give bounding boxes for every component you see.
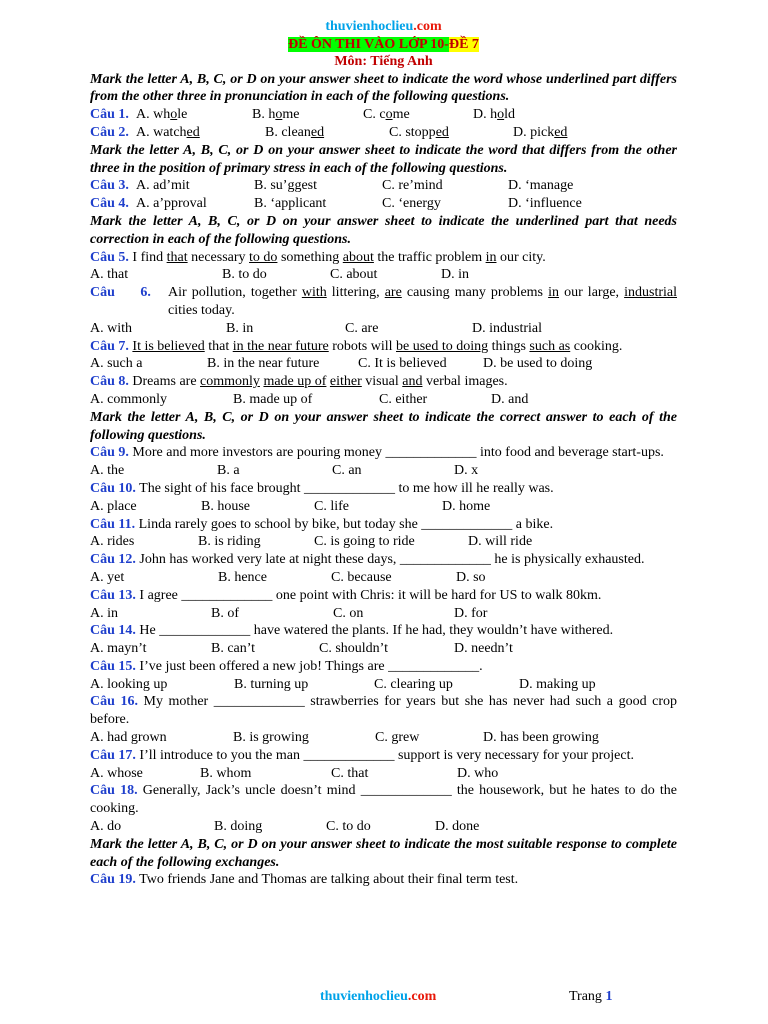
question-10-options: [90, 498, 677, 516]
option-a[interactable]: A. that: [90, 267, 129, 283]
underlined-part-b: in the near future: [232, 338, 329, 354]
underlined-part-c: either: [329, 374, 362, 390]
page-number: [569, 989, 612, 1005]
page-num: 1: [605, 989, 613, 1004]
option-d[interactable]: D. in: [441, 267, 469, 283]
option-d[interactable]: D. has been growing: [483, 730, 599, 746]
option-b[interactable]: B. doing: [214, 819, 263, 835]
question-4: [90, 195, 677, 213]
option-b[interactable]: B. can’t: [211, 641, 256, 657]
option-d[interactable]: D. for: [454, 605, 488, 621]
option-c[interactable]: C. come: [363, 107, 410, 123]
option-c[interactable]: C. on: [333, 605, 364, 621]
question-number: Câu 14.: [90, 623, 136, 639]
option-c[interactable]: C. It is believed: [358, 356, 447, 372]
option-a[interactable]: A. with: [90, 320, 132, 336]
question-19: [90, 871, 677, 889]
question-number: Câu 15.: [90, 658, 136, 674]
question-number: Câu 1.: [90, 107, 129, 123]
option-c[interactable]: C. are: [345, 320, 379, 336]
option-b[interactable]: B. turning up: [234, 676, 309, 692]
instruction-pronunciation: Mark the letter A, B, C, or D on your answer sheet to indicate the word whose underlined part differs from the other three in pronunciation in each of the following questions.: [90, 71, 677, 105]
question-18: [90, 782, 677, 818]
exam-title: [90, 36, 677, 53]
option-b[interactable]: B. of: [211, 605, 239, 621]
underlined-part-c: about: [342, 249, 374, 265]
option-d[interactable]: D. home: [442, 498, 491, 514]
option-a[interactable]: A. commonly: [90, 391, 167, 407]
underlined-part-d: and: [402, 374, 423, 390]
option-a[interactable]: A. do: [90, 819, 122, 835]
underlined-part-c: are: [384, 285, 402, 301]
option-b[interactable]: B. cleaned: [265, 124, 325, 140]
option-a[interactable]: A. whole: [136, 107, 188, 123]
option-a[interactable]: A. such a: [90, 356, 143, 372]
underlined-part-c: It is believed: [132, 338, 205, 354]
instruction-correction: Mark the letter A, B, C, or D on your answer sheet to indicate the underlined part that needs correction in each of the following questions.: [90, 213, 677, 247]
question-number: Câu 3.: [90, 178, 129, 194]
question-17-options: [90, 765, 677, 783]
option-c[interactable]: C. clearing up: [374, 676, 453, 692]
question-number: Câu 8.: [90, 374, 129, 390]
question-number: Câu 2.: [90, 124, 129, 140]
question-text: Generally, Jack’s uncle doesn’t mind _____________ the housework, but he hates to do the cooking.: [90, 783, 677, 817]
option-c[interactable]: C. re’mind: [382, 178, 443, 194]
question-number: Câu 19.: [90, 872, 136, 888]
option-a[interactable]: A. a’pproval: [136, 196, 207, 212]
question-15-options: [90, 676, 677, 694]
question-number: Câu 11.: [90, 516, 136, 532]
question-number: Câu 16.: [90, 694, 138, 710]
question-18-options: [90, 818, 677, 836]
option-b[interactable]: B. su’ggest: [254, 178, 317, 194]
option-d[interactable]: D. x: [454, 463, 479, 479]
question-10: [90, 480, 677, 498]
question-6-options: [90, 320, 677, 338]
underlined-part-d: industrial: [624, 285, 677, 301]
option-c[interactable]: C. life: [314, 498, 349, 514]
question-text: The sight of his face brought _____________ to me how ill he really was.: [139, 480, 554, 496]
question-5: Câu 5. I find that necessary to do something about the traffic problem in our city.: [90, 249, 546, 265]
option-a[interactable]: A. had grown: [90, 730, 167, 746]
option-a[interactable]: A. watched: [136, 124, 200, 140]
question-13: [90, 587, 677, 605]
option-a[interactable]: A. mayn’t: [90, 641, 147, 657]
option-d[interactable]: D. who: [457, 765, 499, 781]
option-d[interactable]: D. needn’t: [454, 641, 513, 657]
option-b[interactable]: B. ‘applicant: [254, 196, 327, 212]
question-5-options: [90, 266, 677, 284]
option-b[interactable]: B. house: [201, 498, 250, 514]
option-b[interactable]: B. is growing: [233, 730, 309, 746]
underlined-part-a: commonly: [200, 374, 260, 390]
site-brand[interactable]: [90, 18, 677, 36]
question-11-options: [90, 533, 677, 551]
option-b[interactable]: B. home: [252, 107, 300, 123]
exam-subject: Môn: Tiếng Anh: [334, 53, 433, 69]
question-text: More and more investors are pouring money _____________ into food and beverage start-ups.: [132, 445, 664, 461]
question-text: He _____________ have watered the plants. If he had, they wouldn’t have withered.: [139, 623, 614, 639]
underlined-part-b: made up of: [263, 374, 327, 390]
option-d[interactable]: D. making up: [519, 676, 596, 692]
option-a[interactable]: A. in: [90, 605, 118, 621]
underlined-part-d: in: [485, 249, 497, 265]
option-a[interactable]: A. the: [90, 463, 125, 479]
question-15: [90, 658, 677, 676]
underlined-part-b: in: [548, 285, 559, 301]
option-c[interactable]: C. ‘energy: [382, 196, 441, 212]
question-14-options: [90, 640, 677, 658]
page-footer: [0, 989, 768, 1009]
question-number: Câu 17.: [90, 747, 136, 763]
title-number: ĐỀ 7: [448, 36, 479, 52]
option-c[interactable]: C. an: [332, 463, 362, 479]
question-16-options: [90, 729, 677, 747]
instruction-correct-answer: Mark the letter A, B, C, or D on your answer sheet to indicate the correct answer to each of the following questions.: [90, 409, 677, 443]
question-number: Câu 12.: [90, 552, 136, 568]
option-d[interactable]: D. done: [435, 819, 480, 835]
question-number: Câu 6.: [90, 285, 151, 301]
option-b[interactable]: B. whom: [200, 765, 252, 781]
question-17: [90, 747, 677, 765]
option-b[interactable]: B. in the near future: [207, 356, 320, 372]
option-d[interactable]: D. ‘manage: [508, 178, 574, 194]
question-7: Câu 7. It is believed that in the near future robots will be used to doing things such as cooking.: [90, 338, 623, 354]
option-c[interactable]: C. shouldn’t: [319, 641, 388, 657]
underlined-part-a: with: [301, 285, 327, 301]
question-2: [90, 124, 677, 142]
option-d[interactable]: D. industrial: [472, 320, 542, 336]
option-c[interactable]: C. that: [331, 765, 369, 781]
question-12: [90, 551, 677, 569]
option-b[interactable]: B. a: [217, 463, 240, 479]
question-6: Câu 6. Air pollution, together with littering, are causing many problems in our large, industrial cities today.: [90, 285, 677, 318]
exam-page: [90, 18, 677, 889]
question-14: [90, 622, 677, 640]
option-b[interactable]: B. in: [226, 320, 254, 336]
title-main: ĐỀ ÔN THI VÀO LỚP 10-: [288, 36, 449, 52]
question-1: [90, 106, 677, 124]
option-a[interactable]: A. looking up: [90, 676, 168, 692]
brand-tld: .com: [413, 19, 442, 34]
option-b[interactable]: B. hence: [218, 569, 267, 585]
question-7-options: [90, 355, 677, 373]
question-8-options: [90, 391, 677, 409]
question-text: Linda rarely goes to school by bike, but today she _____________ a bike.: [138, 516, 554, 532]
underlined-part-a: that: [166, 249, 188, 265]
option-a[interactable]: A. rides: [90, 534, 135, 550]
option-c[interactable]: C. grew: [375, 730, 420, 746]
question-text: I agree _____________ one point with Chris: it will be hard for US to walk 80km.: [139, 587, 602, 603]
option-d[interactable]: D. hold: [473, 107, 516, 123]
option-c[interactable]: C. stopped: [389, 124, 449, 140]
option-d[interactable]: D. so: [456, 569, 486, 585]
question-text: Two friends Jane and Thomas are talking about their final term test.: [139, 872, 519, 888]
underlined-part-b: to do: [249, 249, 278, 265]
question-number: Câu 10.: [90, 480, 136, 496]
question-16: [90, 693, 677, 729]
question-number: Câu 18.: [90, 783, 138, 799]
option-d[interactable]: D. picked: [513, 124, 568, 140]
question-number: Câu 13.: [90, 587, 136, 603]
option-d[interactable]: D. be used to doing: [483, 356, 593, 372]
question-text: My mother _____________ strawberries for years but she has never had such a good crop before.: [90, 694, 678, 728]
question-text: I’ll introduce to you the man _____________ support is very necessary for your project.: [139, 747, 634, 763]
underlined-part-a: such as: [529, 338, 571, 354]
instruction-exchanges: Mark the letter A, B, C, or D on your answer sheet to indicate the most suitable response to complete each of the following exchanges.: [90, 836, 677, 870]
option-c[interactable]: C. is going to ride: [314, 534, 415, 550]
question-text: John has worked very late at night these days, _____________ he is physically exhausted.: [139, 552, 645, 568]
option-d[interactable]: D. will ride: [468, 534, 533, 550]
question-number: Câu 5.: [90, 249, 129, 265]
underlined-part-d: be used to doing: [396, 338, 489, 354]
question-8: Câu 8. Dreams are commonly made up of either visual and verbal images.: [90, 374, 508, 390]
question-number: Câu 7.: [90, 338, 129, 354]
question-12-options: [90, 569, 677, 587]
option-d[interactable]: D. ‘influence: [508, 196, 582, 212]
question-9: [90, 444, 677, 462]
option-a[interactable]: A. yet: [90, 569, 125, 585]
question-3: [90, 177, 677, 195]
option-b[interactable]: B. to do: [222, 267, 267, 283]
page-label: Trang: [569, 989, 606, 1004]
option-c[interactable]: C. about: [330, 267, 378, 283]
option-c[interactable]: C. either: [379, 391, 428, 407]
question-text: I’ve just been offered a new job! Things are _____________.: [139, 658, 483, 674]
instruction-stress: Mark the letter A, B, C, or D on your answer sheet to indicate the word that differs from the other three in the position of primary stress in each of the following questions.: [90, 142, 677, 176]
option-a[interactable]: A. place: [90, 498, 137, 514]
option-b[interactable]: B. is riding: [198, 534, 261, 550]
option-d[interactable]: D. and: [491, 391, 529, 407]
question-11: [90, 516, 677, 534]
question-9-options: [90, 462, 677, 480]
brand-tld: .com: [407, 989, 437, 1004]
question-13-options: [90, 605, 677, 623]
option-a[interactable]: A. whose: [90, 765, 143, 781]
option-c[interactable]: C. to do: [326, 819, 371, 835]
question-number: Câu 9.: [90, 445, 129, 461]
option-c[interactable]: C. because: [331, 569, 392, 585]
brand-name: thuvienhoclieu: [320, 989, 408, 1004]
option-b[interactable]: B. made up of: [233, 391, 313, 407]
option-a[interactable]: A. ad’mit: [136, 178, 190, 194]
footer-brand[interactable]: [320, 989, 436, 1005]
brand-name: thuvienhoclieu: [325, 19, 414, 34]
question-number: Câu 4.: [90, 196, 129, 212]
